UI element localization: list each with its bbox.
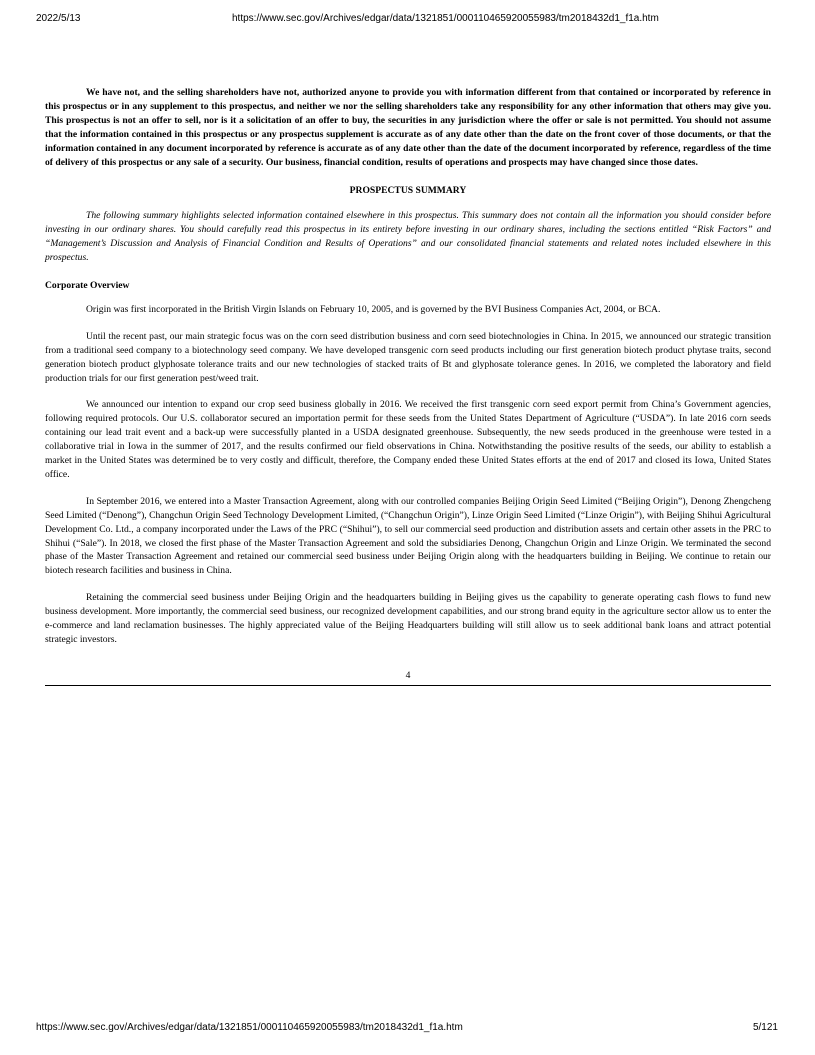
page-divider <box>45 685 771 686</box>
document-body <box>45 86 771 686</box>
body-paragraph-global-expansion: We announced our intention to expand our crop seed business globally in 2016. We received the first transgenic corn seed export permit from China’s Government agencies, following required protocols. Our U.S. collaborator secured an importation permit for these seeds from the United States Department of Agriculture (“USDA”). In late 2016 corn seeds containing our lead trait event and a back-up were successfully planted in a USDA designated greenhouse. Subsequently, the new seeds produced in the greenhouse were tested in a collaborative trial in Iowa in the summer of 2017, and the results confirmed our field observations in China. Notwithstanding the positive results of the seeds, our ability to establish a market in the United States was determined be to very costly and difficult, therefore, the Company ended these United States efforts at the end of 2017 and closed its Iowa, United States office. <box>45 399 771 480</box>
print-date: 2022/5/13 <box>36 13 81 24</box>
print-footer-url: https://www.sec.gov/Archives/edgar/data/1321851/000110465920055983/tm2018432d1_f1a.htm <box>36 1022 463 1033</box>
body-paragraph-retained-business: Retaining the commercial seed business under Beijing Origin and the headquarters building in Beijing gives us the capability to generate operating cash flows to fund new business development. More importantly, the commercial seed business, our recognized development capabilities, and our strong brand equity in the agriculture sector allow us to enter the e-commerce and land reclamation businesses. The highly appreciated value of the Beijing Headquarters building will still allow us to seek additional bank loans and attract potential strategic investors. <box>45 592 771 645</box>
disclaimer-paragraph: We have not, and the selling shareholders have not, authorized anyone to provide you with information different from that contained or incorporated by reference in this prospectus or in any supplement to this prospectus, and neither we nor the selling shareholders take any responsibility for any other information that others may give you. This prospectus is not an offer to sell, nor is it a solicitation of an offer to buy, the securities in any jurisdiction where the offer or sale is not permitted. You should not assume that the information contained in this prospectus or any prospectus supplement is accurate as of any date other than the date on the front cover of those documents, or that the information contained in any document incorporated by reference is accurate as of any date other than the date of the document incorporated by reference, regardless of the time of delivery of this prospectus or any sale of a security. Our business, financial condition, results of operations and prospects may have changed since those dates. <box>45 87 771 168</box>
summary-intro-paragraph: The following summary highlights selected information contained elsewhere in this prospectus. This summary does not contain all the information you should consider before investing in our ordinary shares. You should carefully read this prospectus in its entirety before investing in our ordinary shares, including the sections entitled “Risk Factors” and “Management’s Discussion and Analysis of Financial Condition and Results of Operations” and our consolidated financial statements and related notes included elsewhere in this prospectus. <box>45 210 771 264</box>
corporate-overview-heading: Corporate Overview <box>45 279 130 291</box>
body-paragraph-incorporation: Origin was first incorporated in the British Virgin Islands on February 10, 2005, and is governed by the BVI Business Companies Act, 2004, or BCA. <box>86 303 661 315</box>
print-page-indicator: 5/121 <box>752 1022 778 1033</box>
page-number: 4 <box>405 669 411 681</box>
print-header-url: https://www.sec.gov/Archives/edgar/data/1321851/000110465920055983/tm2018432d1_f1a.htm <box>232 13 659 24</box>
body-paragraph-master-transaction: In September 2016, we entered into a Master Transaction Agreement, along with our controlled companies Beijing Origin Seed Limited (“Beijing Origin”), Denong Zhengcheng Seed Limited (“Denong”), Changchun Origin Seed Technology Development Limited, (“Changchun Origin”), Linze Origin Seed Limited (“Linze Origin”), with Beijing Shihui Agricultural Development Co. Ltd., a company incorporated under the Laws of the PRC (“Shihui”), to sell our commercial seed production and distribution assets and certain other assets in the PRC to Shihui (“Sale”). In 2018, we closed the first phase of the Master Transaction Agreement and sold the subsidiaries Denong, Changchun Origin and Linze Origin. We terminated the second phase of the Master Transaction Agreement and retained our commercial seed business under Beijing Origin along with the headquarters building in Beijing. We continue to retain our biotech research facilities and business in China. <box>45 495 771 577</box>
body-paragraph-strategy: Until the recent past, our main strategic focus was on the corn seed distribution business and corn seed biotechnologies in China. In 2015, we announced our strategic transition from a traditional seed company to a biotechnology seed company. We have developed transgenic corn seed products including our first generation biotech product phytase traits, second generation biotech product glyphosate tolerance traits and our new technologies of stacked traits of Bt and glyphosate tolerance genes. In 2016, we completed the laboratory and field production trials for our first generation pest/weed trait. <box>45 330 771 384</box>
summary-heading: PROSPECTUS SUMMARY <box>349 185 467 197</box>
